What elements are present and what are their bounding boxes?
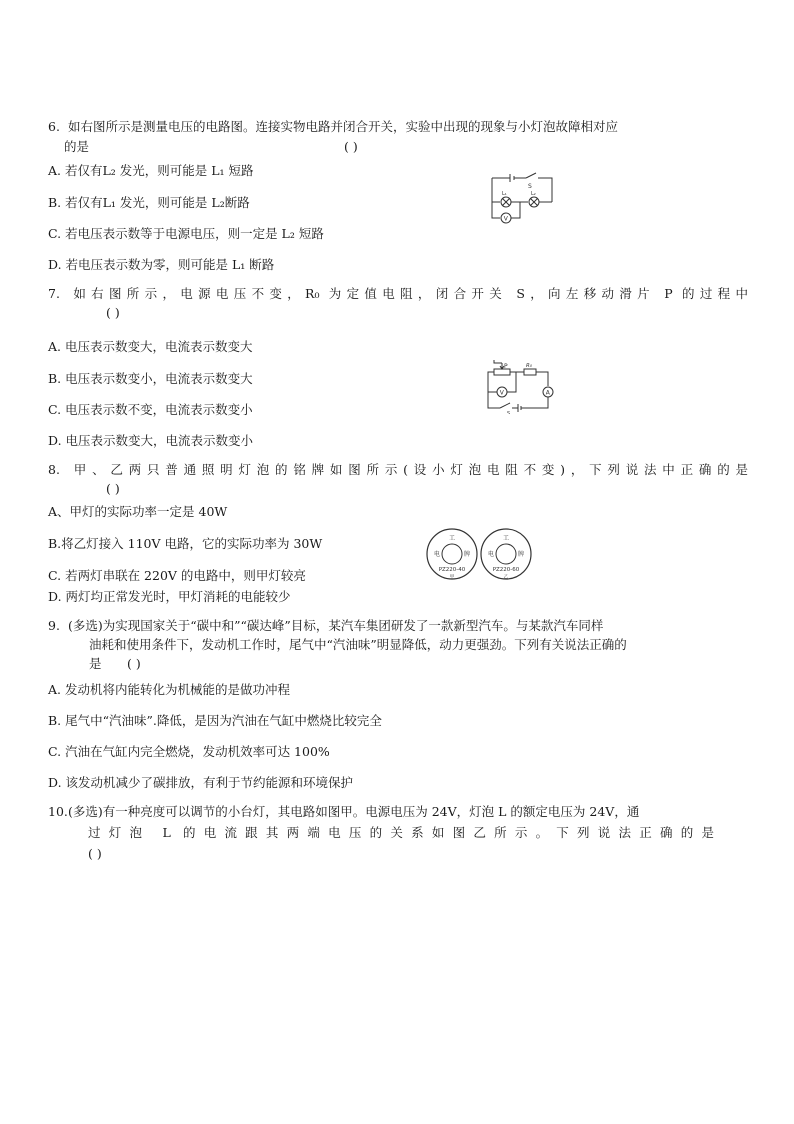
q8-answer-blank: ( ) bbox=[106, 481, 120, 496]
q7-stem: 7. 如右图所示，电源电压不变，R₀ 为定值电阻，闭合开关 S，向左移动滑片 P 的过程中 bbox=[48, 286, 748, 301]
q7-fig-switch-label: S bbox=[507, 411, 511, 414]
q8-option-c: C. 若两灯串联在 220V 的电路中，则甲灯较亮 bbox=[48, 568, 306, 583]
q8-number: 8. bbox=[48, 462, 60, 477]
q8-stem: 8. 甲、乙两只普通照明灯泡的铭牌如图所示(设小灯泡电阻不变)，下列说法中正确的是 bbox=[48, 462, 748, 477]
q6-option-b: B. 若仅有L₁ 发光，则可能是 L₂断路 bbox=[48, 195, 250, 210]
q6-answer-blank: ( ) bbox=[344, 139, 358, 154]
q6-circuit-diagram bbox=[486, 170, 558, 226]
q8-bulb1-right-char: 牌 bbox=[463, 551, 471, 558]
q6-option-d: D. 若电压表示数为零，则可能是 L₁ 断路 bbox=[48, 257, 275, 272]
q6-fig-switch-label: S bbox=[528, 183, 532, 190]
q9-answer-blank: ( ) bbox=[127, 656, 141, 671]
q9-option-b: B. 尾气中“汽油味”.降低，是因为汽油在气缸中燃烧比较完全 bbox=[48, 713, 382, 728]
q9-option-c: C. 汽油在气缸内完全燃烧，发动机效率可达 100% bbox=[48, 744, 330, 759]
q6-option-c: C. 若电压表示数等于电源电压，则一定是 L₂ 短路 bbox=[48, 226, 324, 241]
q8-bulb2-left-char: 电 bbox=[487, 551, 495, 558]
q9-stem-cont-1: 油耗和使用条件下，发动机工作时，尾气中“汽油味”明显降低，动力更强劲。下列有关说法正确的 bbox=[89, 637, 627, 652]
q8-bulb2-rating: PZ220-60 bbox=[492, 567, 520, 573]
q7-option-a: A. 电压表示数变大，电流表示数变大 bbox=[48, 339, 253, 354]
q9-option-d: D. 该发动机减少了碳排放，有利于节约能源和环境保护 bbox=[48, 775, 354, 790]
q9-option-a: A. 发动机将内能转化为机械能的是做功冲程 bbox=[48, 682, 290, 697]
q8-bulb1-left-char: 电 bbox=[433, 551, 441, 558]
q9-stem-cont-2: 是 ( ) bbox=[89, 656, 141, 671]
q10-number: 10. bbox=[48, 804, 68, 819]
q8-option-b: B.将乙灯接入 110V 电路，它的实际功率为 30W bbox=[48, 536, 323, 551]
q6-number: 6. bbox=[48, 119, 60, 134]
q7-option-c: C. 电压表示数不变，电流表示数变小 bbox=[48, 402, 253, 417]
q8-option-a: A、甲灯的实际功率一定是 40W bbox=[48, 504, 228, 519]
q6-stem: 6. 如右图所示是测量电压的电路图。连接实物电路并闭合开关，实验中出现的现象与小灯泡故障相对应 bbox=[48, 119, 619, 134]
q7-option-b: B. 电压表示数变小，电流表示数变大 bbox=[48, 371, 253, 386]
q7-answer-blank: ( ) bbox=[106, 305, 120, 320]
q7-circuit-diagram bbox=[480, 358, 560, 414]
q8-option-d: D. 两灯均正常发光时，甲灯消耗的电能较少 bbox=[48, 589, 291, 604]
q7-fig-voltmeter-label: V bbox=[499, 389, 504, 397]
q10-stem: 10.(多选)有一种亮度可以调节的小台灯，其电路如图甲。电源电压为 24V，灯泡 L 的额定电压为 24V，通 bbox=[48, 804, 640, 819]
q7-fig-ammeter-label: A bbox=[545, 389, 550, 397]
q6-stem-cont: 的是 ( ) bbox=[64, 139, 358, 154]
q7-fig-resistor-label: R₀ bbox=[526, 363, 533, 369]
q10-answer-blank: ( ) bbox=[88, 846, 102, 861]
q7-option-d: D. 电压表示数变大，电流表示数变小 bbox=[48, 433, 254, 448]
q8-bulb2-top-char: 工 bbox=[502, 535, 510, 542]
q6-fig-lamp1-label: L₁ bbox=[502, 191, 507, 197]
q6-fig-voltmeter-label: V bbox=[503, 215, 508, 223]
q8-bulb-nameplates bbox=[424, 526, 536, 586]
q7-fig-slider-label: P bbox=[504, 363, 508, 370]
q8-bulb2-caption: 乙 bbox=[503, 575, 509, 580]
q6-option-a: A. 若仅有L₂ 发光，则可能是 L₁ 短路 bbox=[48, 163, 254, 178]
q10-stem-cont: 过灯泡 L 的电流跟其两端电压的关系如图乙所示。下列说法正确的是 bbox=[88, 825, 714, 840]
q7-number: 7. bbox=[48, 286, 60, 301]
q9-stem: 9. (多选)为实现国家关于“碳中和”“碳达峰”目标，某汽车集团研发了一款新型汽车。与某款汽车同样 bbox=[48, 618, 604, 633]
q8-bulb2-right-char: 牌 bbox=[517, 551, 525, 558]
q8-bulb1-caption: 甲 bbox=[449, 575, 455, 580]
q8-bulb1-top-char: 工 bbox=[448, 535, 456, 542]
q9-number: 9. bbox=[48, 618, 60, 633]
q6-fig-lamp2-label: L₂ bbox=[531, 191, 536, 197]
q8-bulb1-rating: PZ220-40 bbox=[438, 567, 466, 573]
